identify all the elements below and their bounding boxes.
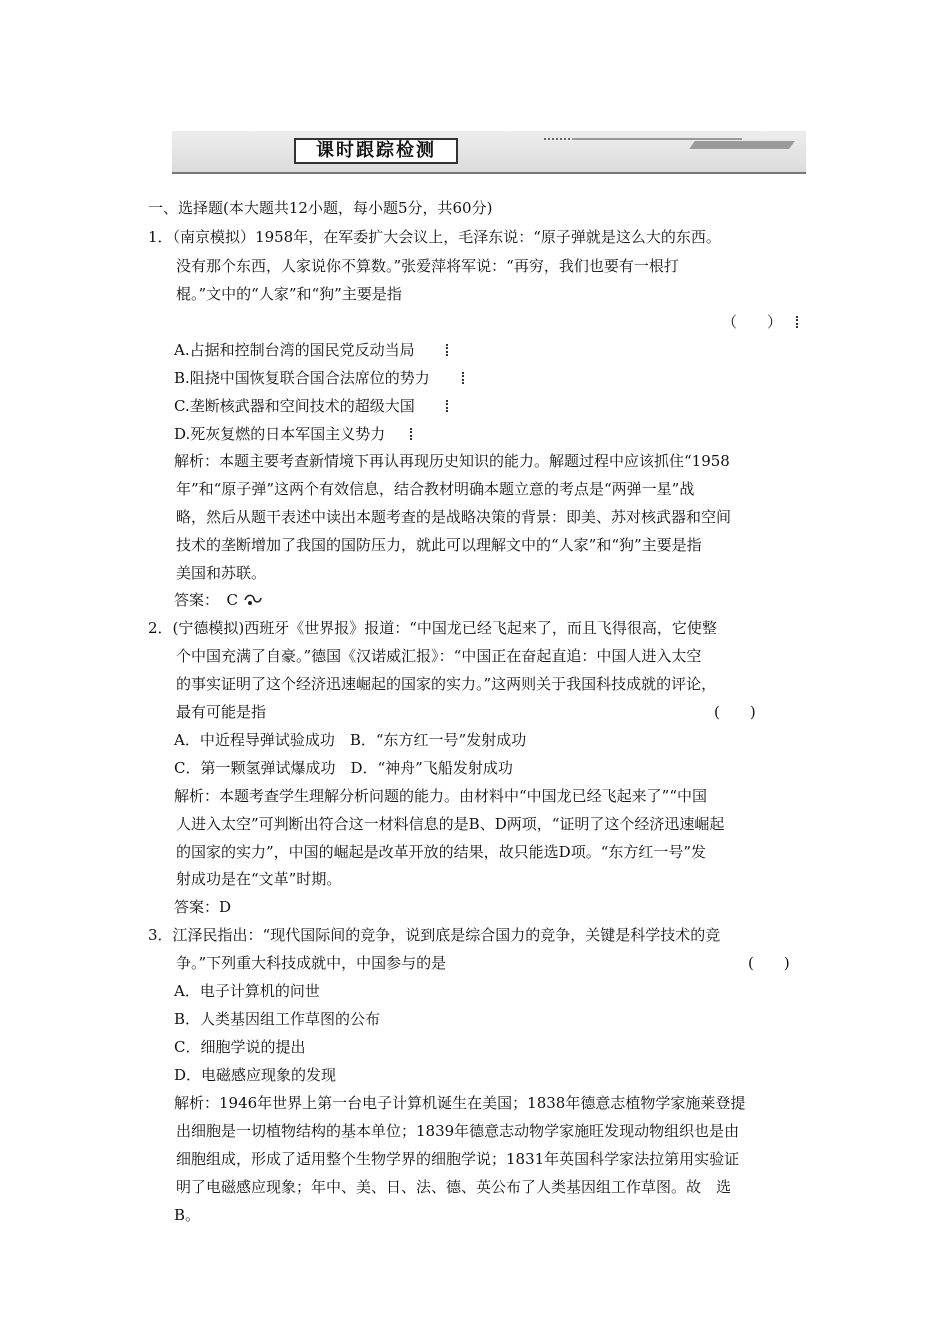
margin-dots bbox=[796, 316, 801, 328]
q3-option-c: C．细胞学说的提出 bbox=[174, 1038, 306, 1056]
q2-stem-line4: 最有可能是指 bbox=[176, 703, 267, 721]
q1-explanation-line1: 解析：本题主要考查新情境下再认再现历史知识的能力。解题过程中应该抓住“1958 bbox=[174, 452, 730, 470]
q1-explanation-line4: 技术的垄断增加了我国的国防压力，就此可以理解文中的“人家”和“狗”主要是指 bbox=[176, 536, 702, 554]
q2-explanation-line1: 解析：本题考查学生理解分析问题的能力。由材料中“中国龙已经飞起来了”“中国 bbox=[174, 787, 708, 805]
q1-stem-line3: 棍。”文中的“人家”和“狗”主要是指 bbox=[176, 285, 402, 303]
swirl-mark-icon bbox=[243, 591, 263, 607]
page-title: 课时跟踪检测 bbox=[294, 138, 458, 164]
q3-explanation-line4: 明了电磁感应现象；年中、美、日、法、德、英公布了人类基因组工作草图。故 选 bbox=[176, 1178, 732, 1196]
q1-answer: 答案： C bbox=[174, 591, 238, 609]
q1-option-a: A.占据和控制台湾的国民党反动当局 bbox=[174, 341, 415, 359]
q3-option-a: A．电子计算机的问世 bbox=[174, 982, 320, 1000]
section-heading: 一、选择题(本大题共12小题，每小题5分，共60分) bbox=[148, 199, 493, 217]
q2-stem-line1: 2．(宁德模拟)西班牙《世界报》报道：“中国龙已经飞起来了，而且飞得很高，它使整 bbox=[148, 619, 717, 637]
q3-explanation-line5: B。 bbox=[174, 1206, 201, 1224]
q2-answer-paren: ( ) bbox=[714, 703, 756, 721]
q3-explanation-line1: 解析：1946年世界上第一台电子计算机诞生在美国；1838年德意志植物学家施莱登提 bbox=[174, 1094, 746, 1112]
q1-explanation-line5: 美国和苏联。 bbox=[176, 564, 267, 582]
q2-answer: 答案：D bbox=[174, 898, 232, 916]
banner-dots-decoration bbox=[544, 138, 570, 142]
margin-dots bbox=[462, 372, 467, 384]
q3-answer-paren: ( ) bbox=[748, 954, 790, 972]
q3-stem-line2: 争。”下列重大科技成就中，中国参与的是 bbox=[176, 954, 447, 972]
q1-explanation-line2: 年”和“原子弹”这两个有效信息，结合教材明确本题立意的考点是“两弹一星”战 bbox=[176, 480, 695, 498]
margin-dots bbox=[446, 344, 451, 356]
q2-stem-line3: 的事实证明了这个经济迅速崛起的国家的实力。”这两则关于我国科技成就的评论， bbox=[176, 675, 717, 693]
banner-slant-decoration bbox=[689, 141, 795, 149]
q1-option-c: C.垄断核武器和空间技术的超级大国 bbox=[174, 397, 415, 415]
q1-stem-line2: 没有那个东西，人家说你不算数。”张爱萍将军说：“再穷，我们也要有一根打 bbox=[176, 257, 679, 275]
q3-stem-line1: 3．江泽民指出：“现代国际间的竞争，说到底是综合国力的竞争，关键是科学技术的竞 bbox=[148, 926, 721, 944]
banner-line-decoration bbox=[572, 138, 742, 140]
q2-options-ab: A．中近程导弹试验成功 B．“东方红一号”发射成功 bbox=[174, 731, 527, 749]
q1-answer-paren: （ ） bbox=[722, 313, 783, 331]
q3-option-b: B．人类基因组工作草图的公布 bbox=[174, 1010, 381, 1028]
margin-dots bbox=[446, 400, 451, 412]
q3-option-d: D．电磁感应现象的发现 bbox=[174, 1066, 337, 1084]
margin-dots bbox=[410, 428, 415, 440]
q1-stem-line1: 1．（南京模拟）1958年，在军委扩大会议上，毛泽东说：“原子弹就是这么大的东西。 bbox=[148, 228, 721, 246]
q2-explanation-line2: 人进入太空”可判断出符合这一材料信息的是B、D两项，“证明了这个经济迅速崛起 bbox=[176, 815, 725, 833]
q1-option-d: D.死灰复燃的日本军国主义势力 bbox=[174, 425, 386, 443]
q3-explanation-line2: 出细胞是一切植物结构的基本单位；1839年德意志动物学家施旺发现动物组织也是由 bbox=[176, 1122, 740, 1140]
q2-explanation-line4: 射成功是在“文革”时期。 bbox=[176, 870, 342, 888]
header-banner bbox=[172, 131, 806, 174]
q2-explanation-line3: 的国家的实力”，中国的崛起是改革开放的结果，故只能选D项。“东方红一号”发 bbox=[176, 843, 707, 861]
q1-option-b: B.阻挠中国恢复联合国合法席位的势力 bbox=[174, 369, 430, 387]
q3-explanation-line3: 细胞组成，形成了适用整个生物学界的细胞学说；1831年英国科学家法拉第用实验证 bbox=[176, 1150, 740, 1168]
q2-options-cd: C．第一颗氢弹试爆成功 D．“神舟”飞船发射成功 bbox=[174, 759, 513, 777]
q1-explanation-line3: 略，然后从题干表述中读出本题考查的是战略决策的背景：即美、苏对核武器和空间 bbox=[176, 508, 732, 526]
q2-stem-line2: 个中国充满了自豪。”德国《汉诺威汇报》：“中国正在奋起直追：中国人进入太空 bbox=[176, 647, 702, 665]
